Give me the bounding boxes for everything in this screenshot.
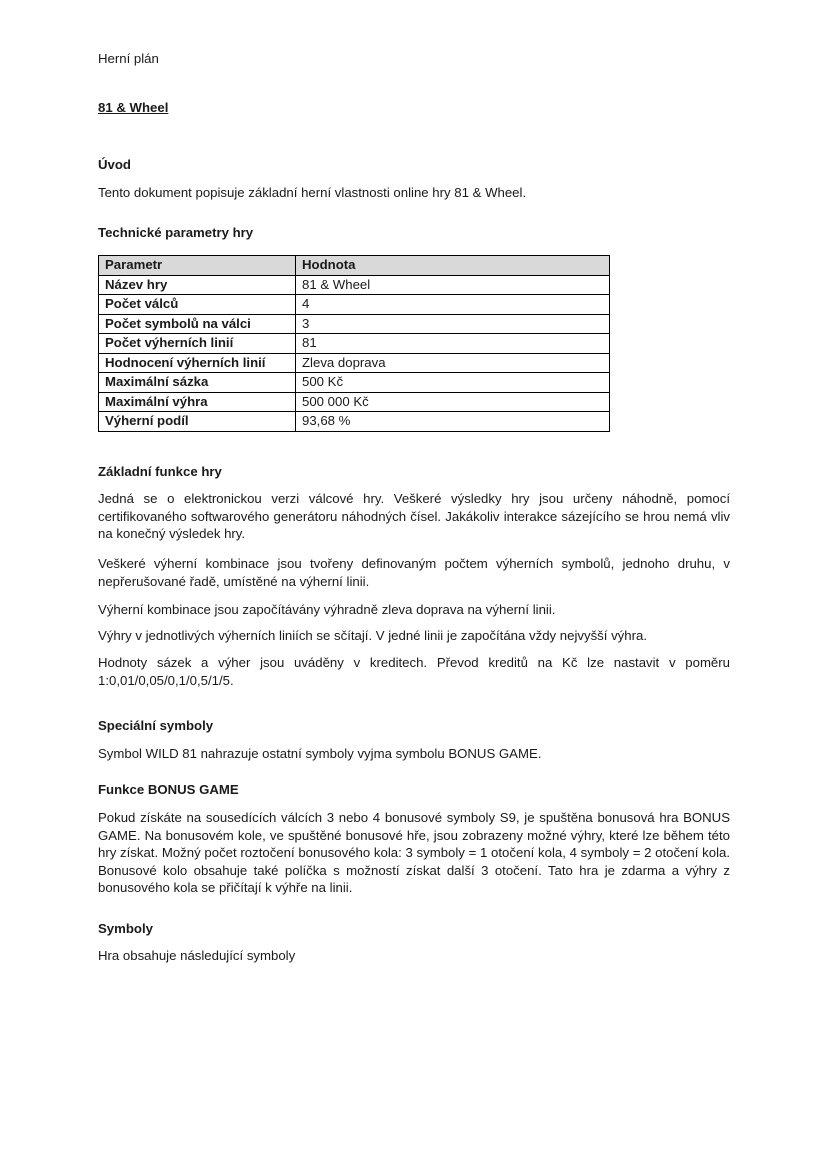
parameter-value: 500 000 Kč xyxy=(296,392,610,412)
parameter-name: Název hry xyxy=(99,275,296,295)
parameter-value: 81 xyxy=(296,334,610,354)
basic-paragraph: Veškeré výherní kombinace jsou tvořeny definovaným počtem výherních symbolů, jednoho druhu, v nepřerušované řadě, umístěné na výherní linii. xyxy=(98,556,730,589)
table-row xyxy=(99,275,610,295)
parameter-value: 81 & Wheel xyxy=(296,275,610,295)
parameter-value: Zleva doprava xyxy=(296,353,610,373)
parameter-value: 93,68 % xyxy=(296,412,610,432)
basic-paragraph: Výherní kombinace jsou započítávány výhradně zleva doprava na výherní linii. xyxy=(98,602,556,617)
basic-paragraph: Hodnoty sázek a výher jsou uváděny v kreditech. Převod kreditů na Kč lze nastavit v poměru 1:0,01/0,05/0,1/0,5/1/5. xyxy=(98,655,730,688)
table-row xyxy=(99,412,610,432)
intro-heading: Úvod xyxy=(98,157,131,172)
parameter-name: Počet symbolů na válci xyxy=(99,314,296,334)
table-header-row xyxy=(99,256,610,276)
parameters-table xyxy=(98,255,610,432)
table-row xyxy=(99,392,610,412)
parameter-name: Hodnocení výherních linií xyxy=(99,353,296,373)
technical-heading: Technické parametry hry xyxy=(98,225,254,240)
special-heading: Speciální symboly xyxy=(98,718,214,733)
bonus-heading: Funkce BONUS GAME xyxy=(98,782,239,797)
basic-heading: Základní funkce hry xyxy=(98,464,222,479)
symbols-text: Hra obsahuje následující symboly xyxy=(98,948,296,963)
table-row xyxy=(99,353,610,373)
parameter-value: 4 xyxy=(296,295,610,315)
parameter-name: Počet válců xyxy=(99,295,296,315)
game-title: 81 & Wheel xyxy=(98,100,169,115)
table-row xyxy=(99,373,610,393)
document-label: Herní plán xyxy=(98,51,159,66)
table-row xyxy=(99,295,610,315)
parameter-name: Maximální sázka xyxy=(99,373,296,393)
parameter-value: 500 Kč xyxy=(296,373,610,393)
special-text: Symbol WILD 81 nahrazuje ostatní symboly vyjma symbolu BONUS GAME. xyxy=(98,746,542,761)
parameter-name: Výherní podíl xyxy=(99,412,296,432)
bonus-text: Pokud získáte na sousedících válcích 3 nebo 4 bonusové symboly S9, je spuštěna bonusová hra BONUS GAME. Na bonusovém kole, ve spuštěné bonusové hře, jsou zobrazeny možné výhry, které lze během této hry získat. Možný počet roztočení bonusového kola: 3 symboly = 1 otočení kola, 4 symboly = 2 otočení kola. Bonusové kolo obsahuje také políčka s možností získat další 3 otočení. Tato hra je zdarma a výhry z bonusového kola se přičítají k výhře na linii. xyxy=(98,810,730,895)
basic-paragraph: Výhry v jednotlivých výherních liniích se sčítají. V jedné linii je započítána vždy nejvyšší výhra. xyxy=(98,628,647,643)
parameter-name: Maximální výhra xyxy=(99,392,296,412)
basic-paragraph: Jedná se o elektronickou verzi válcové hry. Veškeré výsledky hry jsou určeny náhodně, pomocí certifikovaného softwarového generátoru náhodných čísel. Jakákoliv interakce sázejícího se hrou nemá vliv na konečný výsledek hry. xyxy=(98,491,730,541)
parameter-name: Počet výherních linií xyxy=(99,334,296,354)
table-header-cell: Parametr xyxy=(99,256,296,276)
parameter-value: 3 xyxy=(296,314,610,334)
table-row xyxy=(99,314,610,334)
intro-text: Tento dokument popisuje základní herní vlastnosti online hry 81 & Wheel. xyxy=(98,185,527,200)
symbols-heading: Symboly xyxy=(98,921,153,936)
table-header-cell: Hodnota xyxy=(296,256,610,276)
table-row xyxy=(99,334,610,354)
